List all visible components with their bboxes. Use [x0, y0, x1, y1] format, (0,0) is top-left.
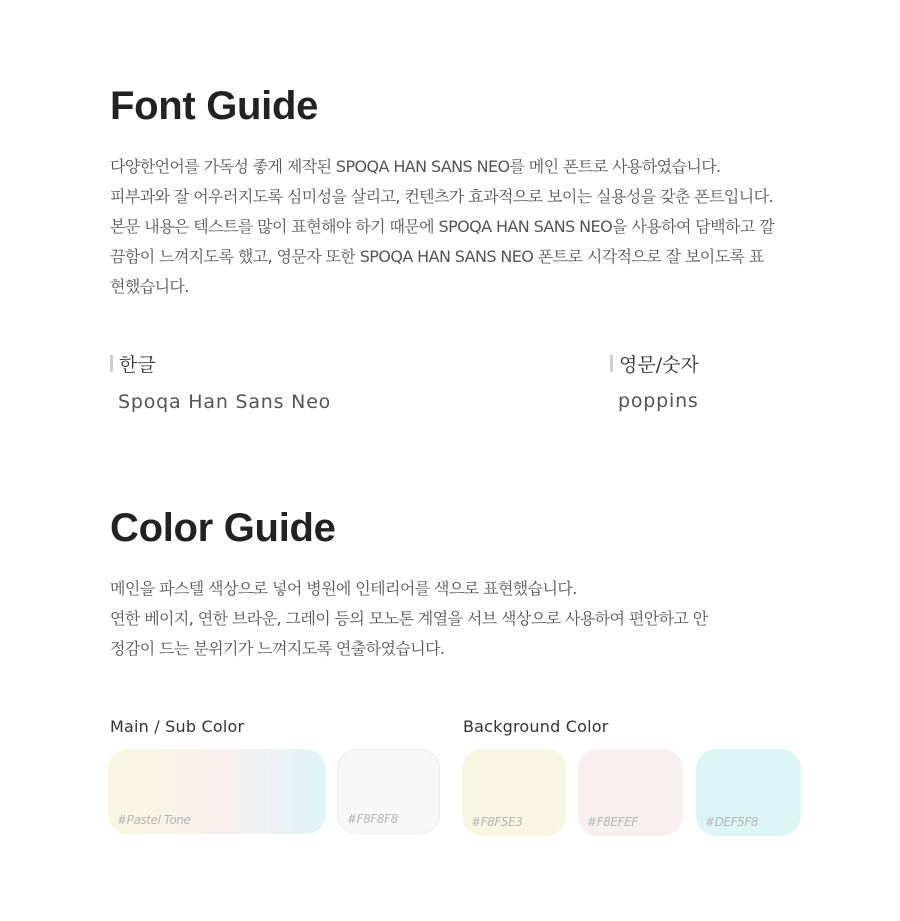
mint-background-swatch [696, 749, 801, 836]
color-guide-line: 연한 베이지, 연한 브라운, 그레이 등의 모노톤 계열을 서브 색상으로 사용하여 편안하고 안 [110, 609, 708, 628]
english-label-text: 영문/숫자 [619, 354, 699, 376]
background-color-label: Background Color [463, 717, 609, 736]
font-guide-line: 현했습니다. [110, 277, 189, 296]
pastel-tone-swatch [108, 749, 326, 834]
label-bar [610, 355, 613, 372]
korean-font-name: Spoqa Han Sans Neo [118, 391, 332, 413]
english-font-name: poppins [618, 390, 699, 412]
color-guide-title: Color Guide [110, 506, 336, 550]
color-guide-line: 정감이 드는 분위기가 느껴지도록 연출하였습니다. [110, 639, 445, 658]
pink-background-swatch [578, 749, 683, 836]
font-guide-line: 본문 내용은 텍스트를 많이 표현해야 하기 때문에 SPOQA HAN SANS NEO을 사용하여 담백하고 깔 [110, 217, 775, 236]
color-guide-description [110, 574, 810, 664]
font-guide-title: Font Guide [110, 84, 319, 128]
swatch-code: #DEF5F8 [705, 815, 759, 829]
korean-label-text: 한글 [119, 354, 156, 376]
font-guide-line: 다양한언어를 가독성 좋게 제작된 SPOQA HAN SANS NEO를 메인 폰트로 사용하였습니다. [110, 157, 721, 176]
sub-color-swatch [337, 749, 440, 834]
color-guide-line: 메인을 파스텔 색상으로 넣어 병원에 인테리어를 색으로 표현했습니다. [110, 579, 577, 598]
swatch-code: #F8EFEF [587, 815, 638, 829]
font-guide-line: 피부과와 잘 어우러지도록 심미성을 살리고, 컨텐츠가 효과적으로 보이는 실용성을 갖춘 폰트입니다. [110, 187, 773, 206]
font-guide-description [110, 152, 810, 302]
beige-background-swatch [462, 749, 566, 836]
swatch-code: #F8F8F8 [347, 812, 398, 826]
swatch-code: #F8F5E3 [471, 815, 523, 829]
font-guide-line: 끔함이 느껴지도록 했고, 영문자 또한 SPOQA HAN SANS NEO 폰트로 시각적으로 잘 보이도록 표 [110, 247, 764, 266]
korean-font-label [110, 350, 156, 377]
swatch-code: #Pastel Tone [117, 813, 191, 827]
english-font-label [610, 350, 699, 377]
label-bar [110, 355, 113, 372]
main-sub-color-label: Main / Sub Color [110, 717, 245, 736]
